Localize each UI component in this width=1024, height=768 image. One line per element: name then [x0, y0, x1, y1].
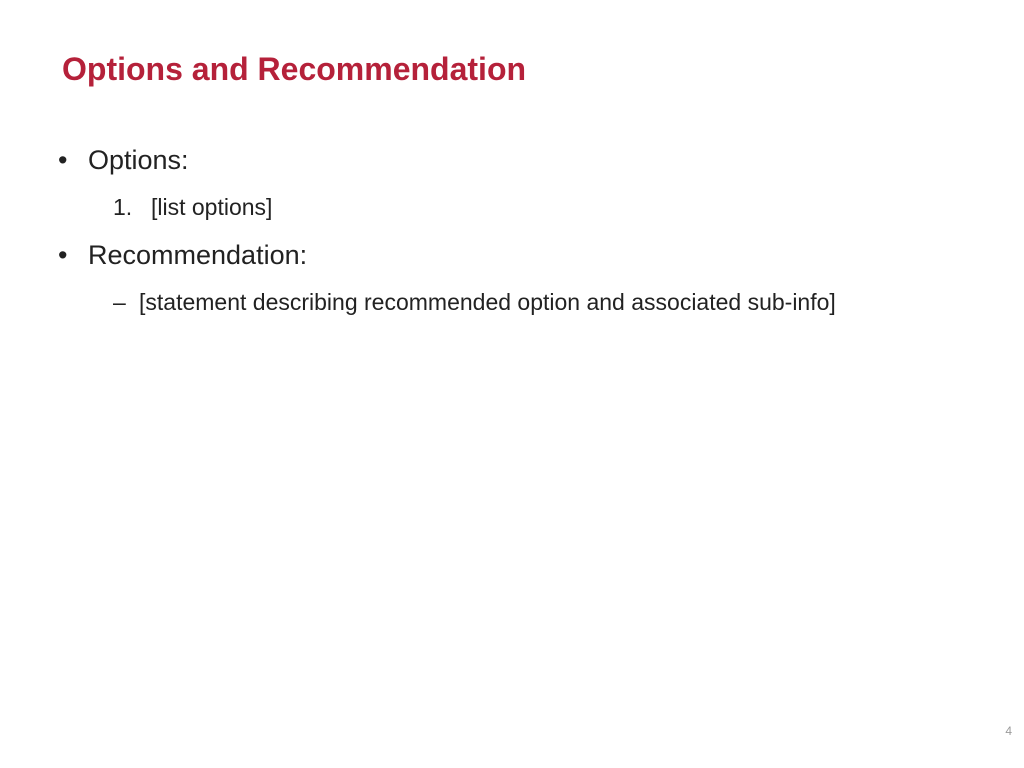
bullet-text: Options:: [88, 145, 189, 175]
page-number: 4: [1005, 724, 1012, 738]
bullet-text: Recommendation:: [88, 240, 308, 270]
sub-item-text: [list options]: [151, 194, 273, 220]
bullet-marker: •: [58, 240, 68, 270]
sub-item-text: [statement describing recommended option and associated sub-info]: [139, 289, 836, 315]
bullet-marker: •: [58, 145, 68, 175]
dash-marker: –: [113, 289, 126, 315]
sub-item-list-options: [113, 192, 272, 222]
slide-title: Options and Recommendation: [62, 51, 527, 87]
sub-item-recommendation-statement: [113, 287, 836, 317]
bullet-recommendation: [58, 238, 307, 272]
numbered-marker: 1.: [113, 194, 133, 220]
bullet-options: [58, 143, 189, 177]
